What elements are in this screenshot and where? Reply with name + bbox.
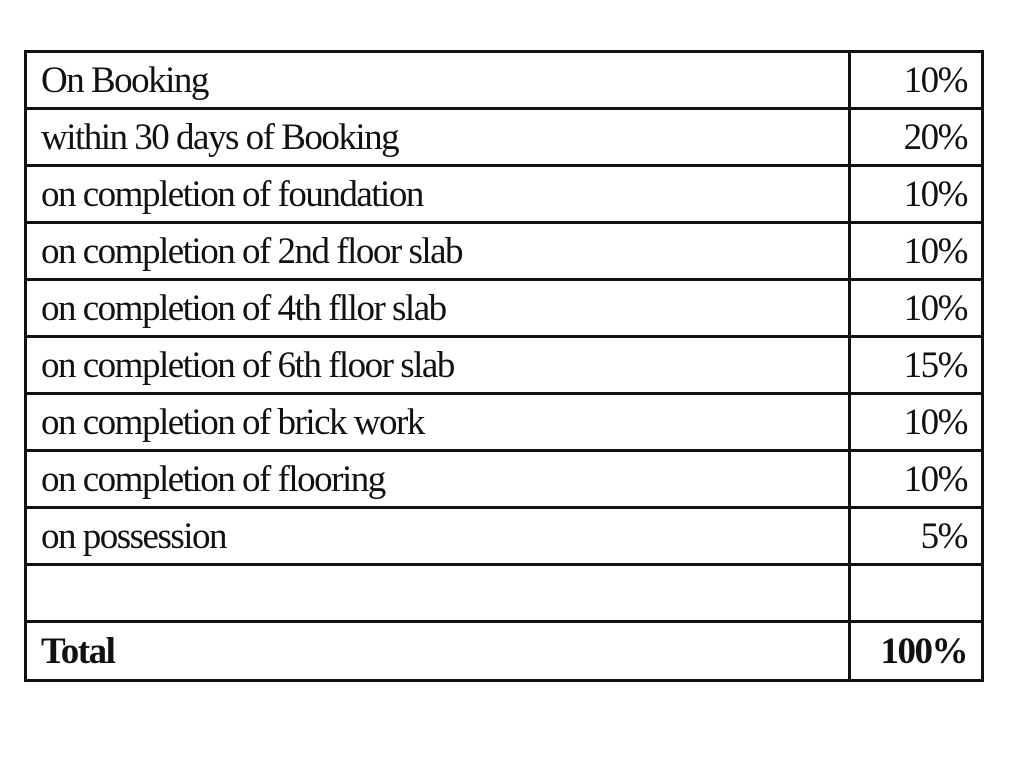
percent-cell: 20% (850, 109, 983, 166)
percent-cell: 10% (850, 52, 983, 109)
percent-cell: 10% (850, 451, 983, 508)
table-row-empty (26, 565, 983, 622)
table-row (26, 451, 983, 508)
total-label: Total (26, 622, 850, 681)
total-percent: 100% (850, 622, 983, 681)
table-row (26, 394, 983, 451)
table-row (26, 508, 983, 565)
payment-schedule-table (24, 50, 984, 682)
stage-cell: on completion of 4th fllor slab (26, 280, 850, 337)
stage-cell: on completion of foundation (26, 166, 850, 223)
percent-cell: 10% (850, 166, 983, 223)
percent-cell (850, 565, 983, 622)
stage-cell: on possession (26, 508, 850, 565)
stage-cell: on completion of brick work (26, 394, 850, 451)
stage-cell: on completion of 2nd floor slab (26, 223, 850, 280)
stage-cell (26, 565, 850, 622)
table-row (26, 280, 983, 337)
stage-cell: on completion of flooring (26, 451, 850, 508)
total-row (26, 622, 983, 681)
table-row (26, 52, 983, 109)
percent-cell: 15% (850, 337, 983, 394)
table-row (26, 223, 983, 280)
percent-cell: 5% (850, 508, 983, 565)
table-row (26, 109, 983, 166)
percent-cell: 10% (850, 223, 983, 280)
stage-cell: within 30 days of Booking (26, 109, 850, 166)
percent-cell: 10% (850, 280, 983, 337)
table-row (26, 337, 983, 394)
percent-cell: 10% (850, 394, 983, 451)
stage-cell: On Booking (26, 52, 850, 109)
stage-cell: on completion of 6th floor slab (26, 337, 850, 394)
table-row (26, 166, 983, 223)
